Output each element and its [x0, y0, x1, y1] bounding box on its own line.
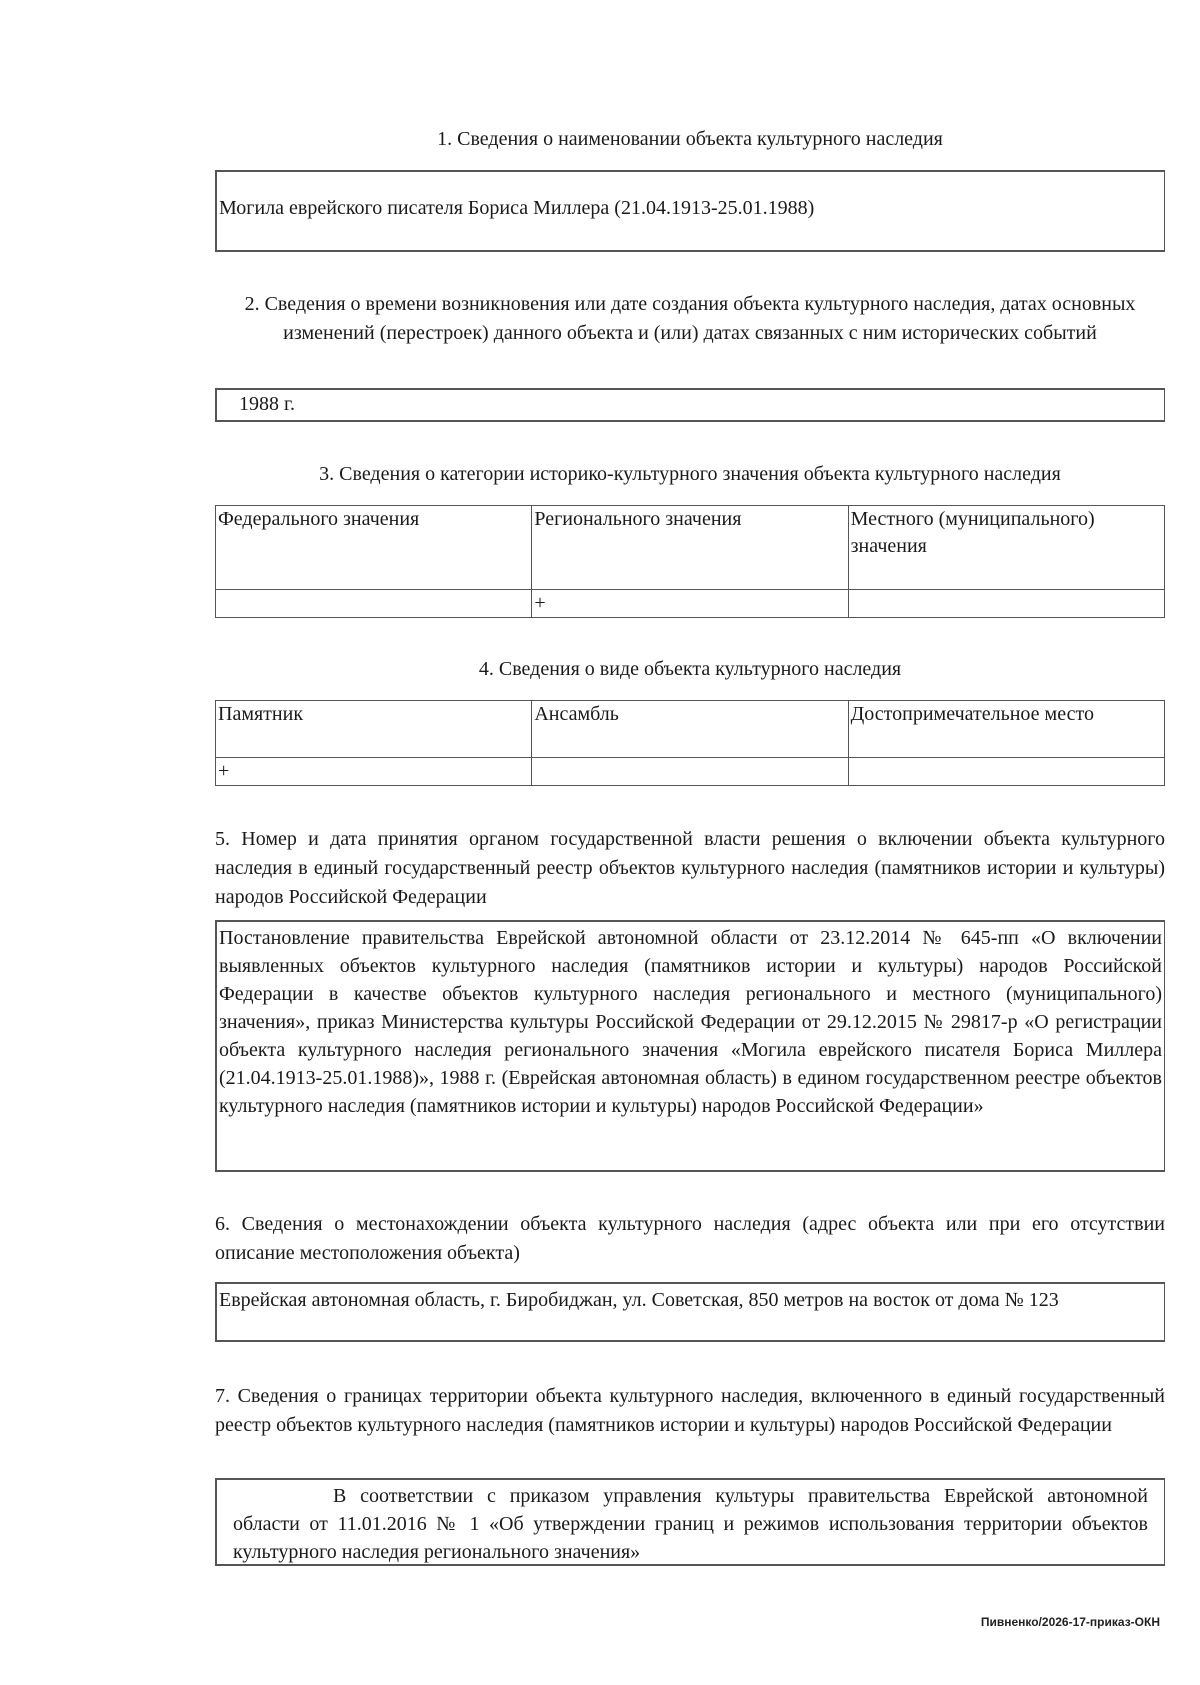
- category-table: [215, 505, 1165, 618]
- section-2-title: 2. Сведения о времени возникновения или дате создания объекта культурного наследия, датах основных изменений (перестроек) данного объекта и (или) датах связанных с ним исторических событий: [244, 293, 1136, 344]
- category-header-local: Местного (муниципального) значения: [848, 506, 1164, 590]
- category-header-federal: Федерального значения: [216, 506, 532, 590]
- section-6-title: 6. Сведения о местонахождении объекта культурного наследия (адрес объекта или при его отсутствии описание местоположения объекта): [215, 1213, 1165, 1264]
- type-mark-landmark: [848, 758, 1164, 786]
- section-4-title: 4. Сведения о виде объекта культурного наследия: [478, 658, 902, 680]
- location-box: [215, 1282, 1165, 1342]
- type-mark-monument: +: [216, 758, 532, 786]
- date-box: [215, 388, 1165, 422]
- category-header-regional: Регионального значения: [532, 506, 848, 590]
- boundaries-value: В соответствии с приказом управления культуры правительства Еврейской автономной области от 11.01.2016 № 1 «Об утверждении границ и режимов использования территории объектов культурного наследия регионального значения»: [233, 1485, 1148, 1563]
- boundaries-box: [215, 1478, 1165, 1566]
- type-header-ensemble: Ансамбль: [532, 701, 848, 758]
- document-footer-code: Пивненко/2026-17-приказ-ОКН: [980, 1615, 1160, 1629]
- section-5-title: 5. Номер и дата принятия органом государственной власти решения о включении объекта культурного наследия в единый государственный реестр объектов культурного наследия (памятников истории и культуры) народов Российской Федерации: [215, 828, 1165, 908]
- type-table: [215, 700, 1165, 786]
- location-value: Еврейская автономная область, г. Биробиджан, ул. Советская, 850 метров на восток от дома № 123: [219, 1289, 1059, 1311]
- date-value: 1988 г.: [239, 393, 295, 415]
- type-header-monument: Памятник: [216, 701, 532, 758]
- object-name-value: Могила еврейского писателя Бориса Миллера (21.04.1913-25.01.1988): [219, 197, 815, 219]
- object-name-box: [215, 170, 1165, 252]
- registry-decision-value: Постановление правительства Еврейской автономной области от 23.12.2014 № 645-пп «О включении выявленных объектов культурного наследия (памятников истории и культуры) народов Российской Федерации в качестве объектов культурного наследия регионального и местного (муниципального) значения», приказ Министерства культуры Российской Федерации от 29.12.2015 № 29817-р «О регистрации объекта культурного наследия регионального значения «Могила еврейского писателя Бориса Миллера (21.04.1913-25.01.1988)», 1988 г. (Еврейская автономная область) в едином государственном реестре объектов культурного наследия (памятников истории и культуры) народов Российской Федерации»: [219, 927, 1162, 1117]
- category-mark-regional: +: [532, 590, 848, 618]
- registry-decision-box: [215, 920, 1165, 1172]
- section-3-title: 3. Сведения о категории историко-культурного значения объекта культурного наследия: [319, 463, 1061, 485]
- section-1-title: 1. Сведения о наименовании объекта культурного наследия: [437, 128, 943, 150]
- category-mark-local: [848, 590, 1164, 618]
- category-mark-federal: [216, 590, 532, 618]
- section-7-title: 7. Сведения о границах территории объекта культурного наследия, включенного в единый государственный реестр объектов культурного наследия (памятников истории и культуры) народов Российской Федерации: [215, 1385, 1165, 1436]
- type-header-landmark: Достопримечательное место: [848, 701, 1164, 758]
- type-mark-ensemble: [532, 758, 848, 786]
